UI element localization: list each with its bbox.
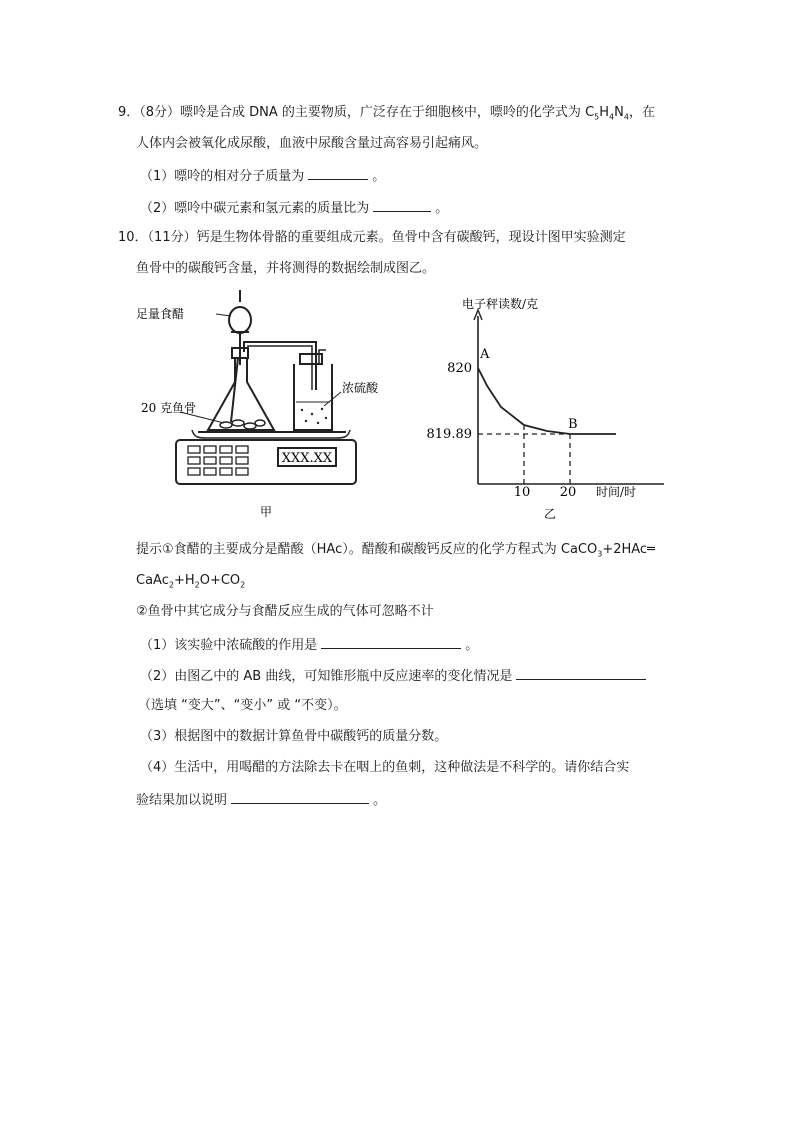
label-fishbone: 20 克鱼骨	[141, 401, 197, 415]
x-tick-10: 10	[513, 485, 531, 500]
q9-stem-line1: 9．（8分）嘌呤是合成 DNA 的主要物质，广泛存在于细胞核中，嘌呤的化学式为 $C_5H_4N_4$，在	[118, 105, 655, 122]
delivery-tube	[244, 342, 316, 390]
answer-blank[interactable]	[373, 198, 431, 212]
y-tick-819-89: 819.89	[426, 427, 472, 442]
funnel-bulb	[229, 307, 251, 333]
leader-vinegar	[216, 314, 231, 316]
x-tick-20: 20	[559, 485, 577, 500]
point-label-a: A	[480, 347, 490, 362]
label-vinegar: 足量食醋	[136, 307, 185, 321]
q10-part1: （1）该实验中浓硫酸的作用是 。	[140, 635, 478, 655]
figure-svg	[136, 290, 676, 525]
balance-buttons	[188, 446, 248, 475]
q10-stem-line2: 鱼骨中的碳酸钙含量，并将测得的数据绘制成图乙。	[136, 261, 436, 276]
curve-ab	[478, 368, 616, 434]
flask-left	[208, 358, 274, 430]
balance-display-text: XXX.XX	[281, 451, 333, 466]
acid-dots	[301, 408, 327, 424]
x-axis-label: 时间/时	[596, 485, 637, 499]
answer-blank[interactable]	[231, 790, 369, 804]
y-axis-label: 电子秤读数/克	[462, 297, 539, 311]
q10-part3: （3）根据图中的数据计算鱼骨中碳酸钙的质量分数。	[140, 729, 448, 744]
fishbone-pieces	[220, 420, 265, 429]
chart-yi	[427, 296, 665, 521]
q10-part2-options: （选填 “变大”、“变小” 或 “不变）。	[138, 698, 347, 713]
q9-part1: （1）嘌呤的相对分子质量为 。	[140, 166, 385, 186]
caption-jia: 甲	[259, 505, 273, 519]
hint-line2: $CaAc_2+H_2O+CO_2$	[136, 573, 246, 590]
figure-area	[136, 290, 676, 525]
caption-yi: 乙	[544, 507, 557, 521]
q10-part4-line2: 验结果加以说明 。	[136, 790, 386, 810]
q9-stem-line2: 人体内会被氧化成尿酸，血液中尿酸含量过高容易引起痛风。	[136, 136, 488, 151]
q9-part2: （2）嘌呤中碳元素和氢元素的质量比为 。	[140, 198, 448, 218]
y-tick-820: 820	[447, 361, 472, 376]
answer-blank[interactable]	[308, 166, 368, 180]
label-acid: 浓硫酸	[342, 381, 379, 395]
hint-line3: ②鱼骨中其它成分与食醋反应生成的气体可忽略不计	[136, 604, 434, 619]
answer-blank[interactable]	[321, 635, 461, 649]
q10-part2: （2）由图乙中的 AB 曲线，可知锥形瓶中反应速率的变化情况是	[140, 666, 650, 686]
q10-part4-line1: （4）生活中，用喝醋的方法除去卡在咽上的鱼刺，这种做法是不科学的。请你结合实	[140, 760, 630, 775]
hint-line1: 提示①食醋的主要成分是醋酸（HAc）。醋酸和碳酸钙反应的化学方程式为 CaCO$_3$+2HAc═	[136, 542, 655, 559]
answer-blank[interactable]	[516, 666, 646, 680]
q10-stem-line1: 10．（11分）钙是生物体骨骼的重要组成元素。鱼骨中含有碳酸钙，现设计图甲实验测定	[118, 230, 626, 245]
bottle-right	[294, 364, 332, 430]
point-label-b: B	[568, 417, 578, 432]
